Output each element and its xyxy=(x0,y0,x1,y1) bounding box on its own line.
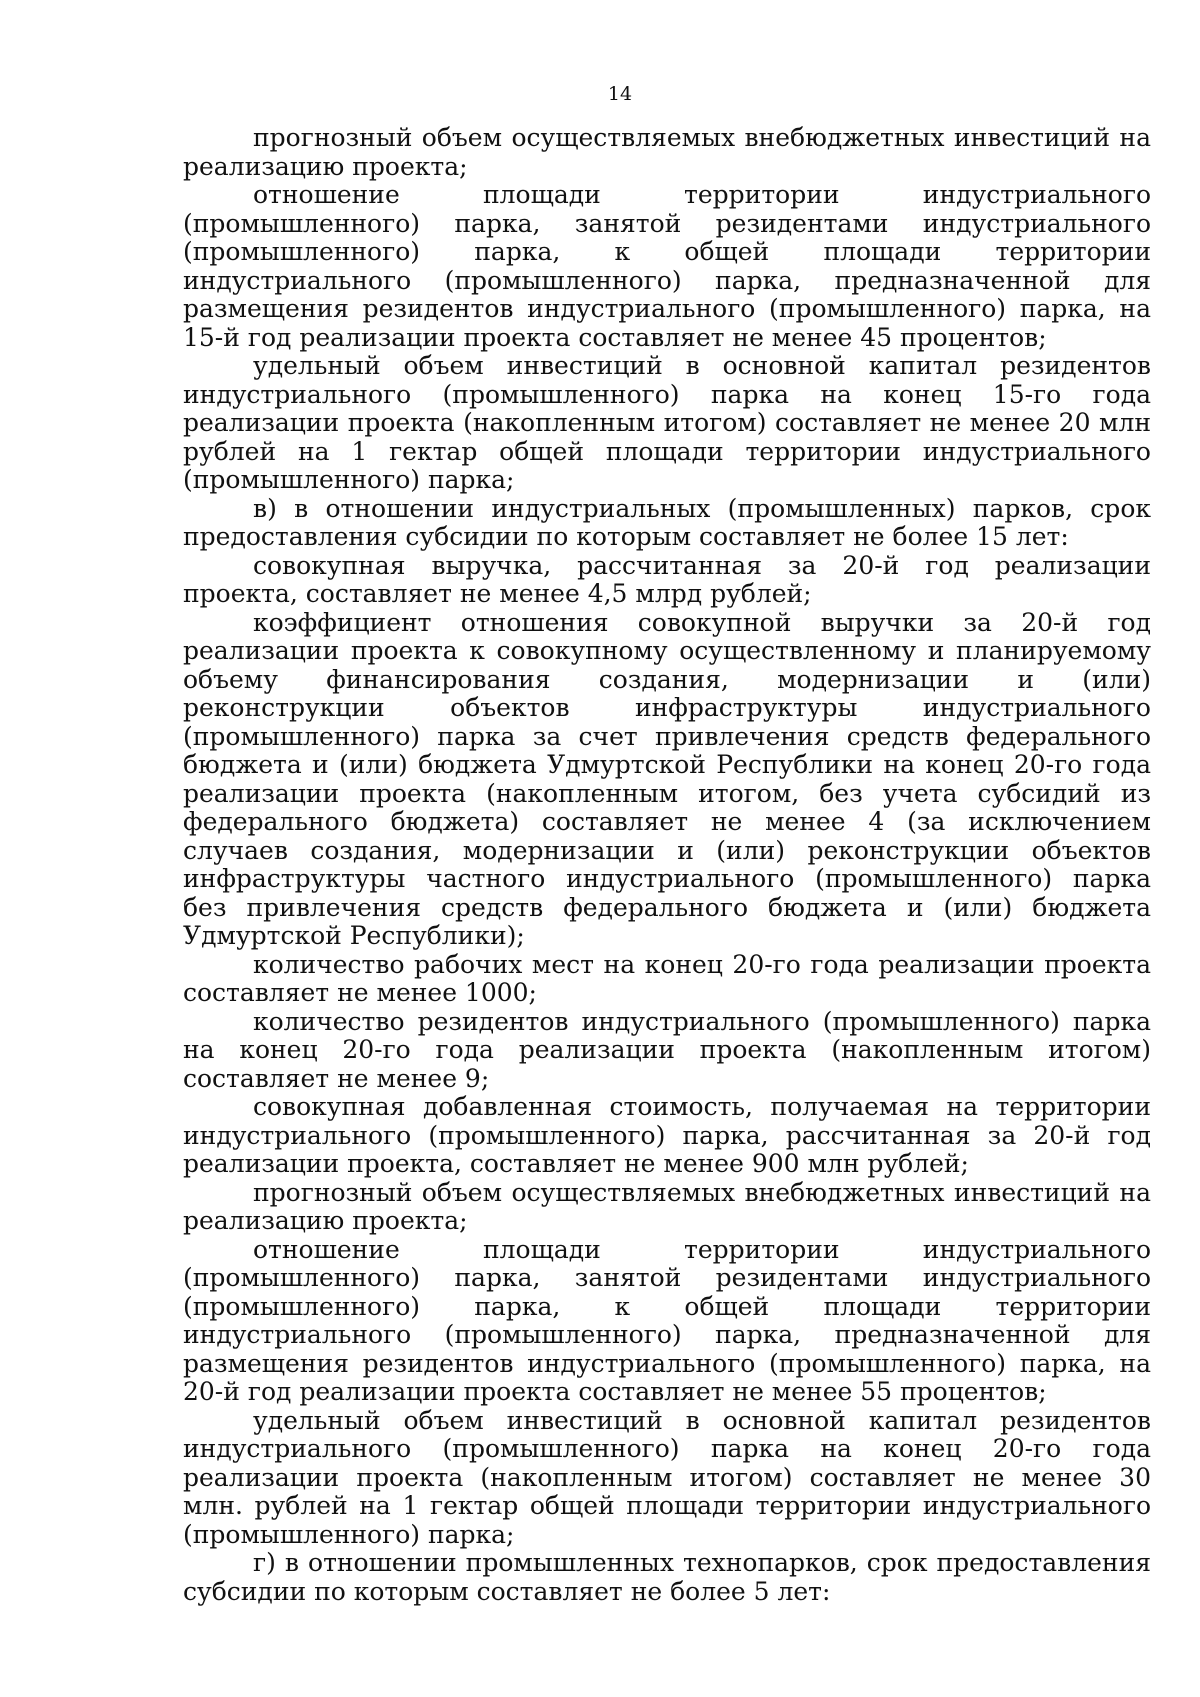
paragraph: коэффициент отношения совокупной выручки за 20-й год реализации проекта к совокупному осуществленному и планируемому объему финансирования создания, модернизации и (или) реконструкции объектов инфраструктуры индустриального (промышленного) парка за счет привлечения средств федерального бюджета и (или) бюджета Удмуртской Республики на конец 20-го года реализации проекта (накопленным итогом, без учета субсидий из федерального бюджета) составляет не менее 4 (за исключением случаев создания, модернизации и (или) реконструкции объектов инфраструктуры частного индустриального (промышленного) парка без привлечения средств федерального бюджета и (или) бюджета Удмуртской Республики); xyxy=(183,607,1151,950)
paragraph: отношение площади территории индустриального (промышленного) парка, занятой резидентами индустриального (промышленного) парка, к общей площади территории индустриального (промышленного) парка, предназначенной для размещения резидентов индустриального (промышленного) парка, на 20-й год реализации проекта составляет не менее 55 процентов; xyxy=(183,1234,1151,1406)
paragraph: совокупная добавленная стоимость, получаемая на территории индустриального (промышленного) парка, рассчитанная за 20-й год реализации проекта, составляет не менее 900 млн рублей; xyxy=(183,1092,1151,1178)
document-body xyxy=(183,124,1151,1606)
paragraph: г) в отношении промышленных технопарков, срок предоставления субсидии по которым составляет не более 5 лет: xyxy=(183,1548,1151,1606)
paragraph: количество рабочих мест на конец 20-го года реализации проекта составляет не менее 1000; xyxy=(183,949,1151,1007)
paragraph: отношение площади территории индустриального (промышленного) парка, занятой резидентами индустриального (промышленного) парка, к общей площади территории индустриального (промышленного) парка, предназначенной для размещения резидентов индустриального (промышленного) парка, на 15-й год реализации проекта составляет не менее 45 процентов; xyxy=(183,180,1151,352)
paragraph: удельный объем инвестиций в основной капитал резидентов индустриального (промышленного) парка на конец 15-го года реализации проекта (накопленным итогом) составляет не менее 20 млн рублей на 1 гектар общей площади территории индустриального (промышленного) парка; xyxy=(183,351,1151,494)
paragraph: количество резидентов индустриального (промышленного) парка на конец 20-го года реализации проекта (накопленным итогом) составляет не менее 9; xyxy=(183,1006,1151,1093)
paragraph: в) в отношении индустриальных (промышленных) парков, срок предоставления субсидии по которым составляет не более 15 лет: xyxy=(183,493,1151,551)
paragraph: удельный объем инвестиций в основной капитал резидентов индустриального (промышленного) парка на конец 20-го года реализации проекта (накопленным итогом) составляет не менее 30 млн. рублей на 1 гектар общей площади территории индустриального (промышленного) парка; xyxy=(183,1405,1151,1549)
page-number: 14 xyxy=(607,83,633,105)
paragraph: совокупная выручка, рассчитанная за 20-й год реализации проекта, составляет не менее 4,5 млрд рублей; xyxy=(183,550,1151,608)
paragraph: прогнозный объем осуществляемых внебюджетных инвестиций на реализацию проекта; xyxy=(183,123,1151,181)
paragraph: прогнозный объем осуществляемых внебюджетных инвестиций на реализацию проекта; xyxy=(183,1177,1151,1235)
